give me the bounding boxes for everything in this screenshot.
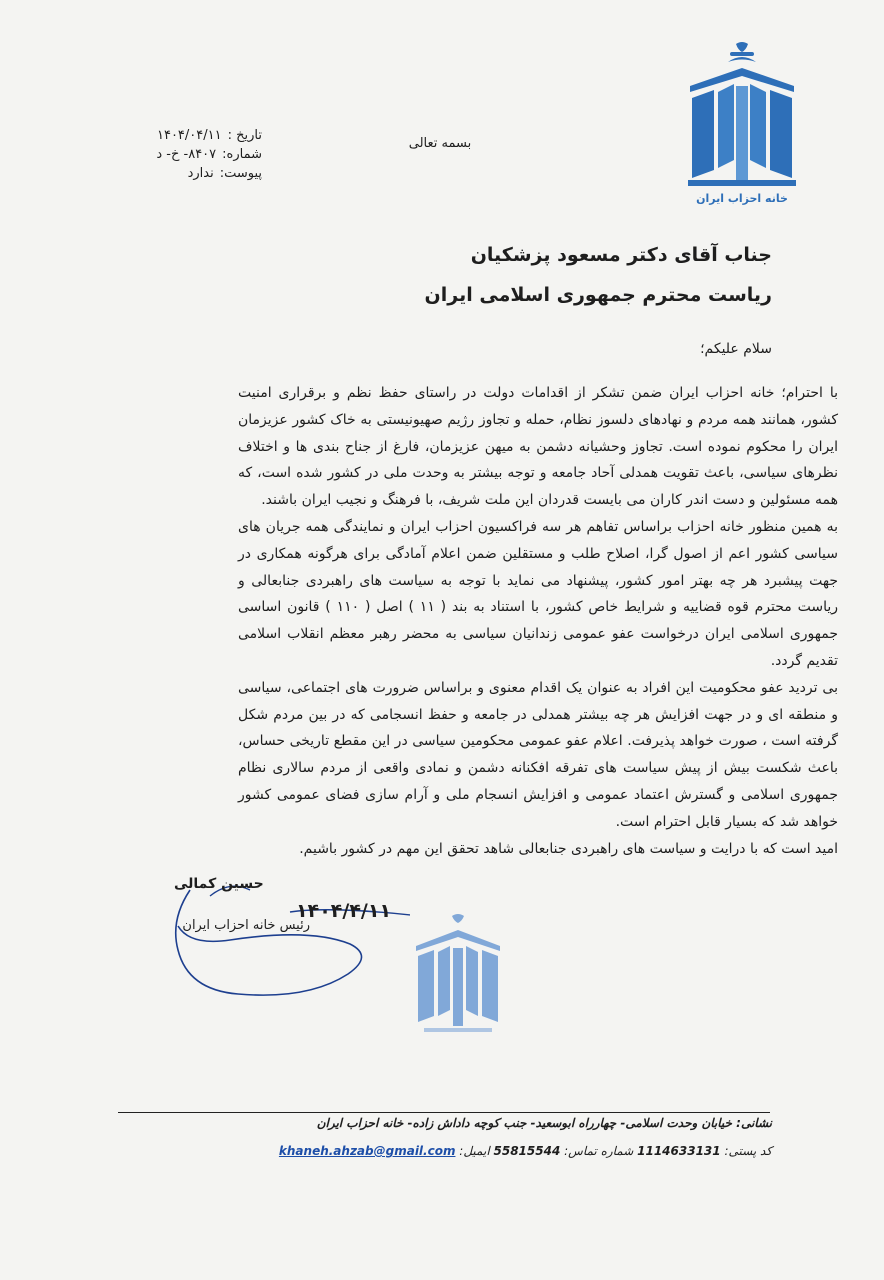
handwritten-signature-icon [150,870,410,1020]
recipient-block [272,235,772,315]
signature-date: ۱۴۰۴/۴/۱۱ [296,900,392,922]
recipient-name: جناب آقای دکتر مسعود پزشکیان [470,244,772,266]
meta-attachment-row [112,164,262,183]
number-label: شماره: [222,147,262,162]
organization-logo [684,40,800,210]
signatory-title: رئیس خانه احزاب ایران [182,918,310,933]
attachment-value: ندارد [187,166,214,181]
bismillah-heading: بسمه تعالی [408,136,472,151]
body-paragraph: با احترام؛ خانه احزاب ایران ضمن تشکر از اقدامات دولت در راستای حفظ نظم و برقراری امنیت کشور، همانند همه مردم و نهادهای دلسوز نظام، حمله و تجاوز رژیم صهیونیستی به خاک کشور عزیزمان ایران را محکوم نموده است. تجاوز وحشیانه دشمن به میهن عزیزمان، فارغ از جناح بندی ها و اختلاف نظرهای سیاسی، باعث تقویت همدلی آحاد جامعه و توجه بیشتر به وحدت ملی در کشور شده است، که همه مسئولین و دست اندر کاران می بایست قدردان این ملت شریف، با فرهنگ و نجیب ایران باشند. [238,385,838,509]
postal-code: 1114633131 [637,1144,721,1158]
body-paragraph: امید است که با درایت و سیاست های راهبردی جنابعالی شاهد تحقق این مهم در کشور باشیم. [299,840,838,857]
footer-address: نشانی: خیابان وحدت اسلامی- چهارراه ابوسعید- جنب کوچه داداش زاده- خانه احزاب ایران [316,1116,772,1130]
body-paragraph: به همین منظور خانه احزاب براساس تفاهم هر سه فراکسیون احزاب ایران و نمایندگی همه جریان های سیاسی کشور اعم از اصول گرا، اصلاح طلب و مستقلین ضمن اعلام آمادگی برای هرگونه همکاری در جهت پیشبرد هر چه بهتر امور کشور، پیشنهاد می نماید با توجه به سیاست های راهبردی جنابعالی و ریاست محترم قوه قضاییه و شرایط خاص کشور، با استناد به بند ( ۱۱ ) اصل ( ۱۱۰ ) قانون اساسی جمهوری اسلامی ایران درخواست عفو عمومی زندانیان سیاسی به محضر رهبر معظم انقلاب اسلامی تقدیم گردد. [238,518,839,669]
email-label: ایمیل: [459,1144,490,1158]
greeting: سلام علیکم؛ [700,341,772,357]
phone-label: شماره تماس: [564,1144,634,1158]
organization-stamp-icon [410,912,506,1036]
date-value: ۱۴۰۴/۰۴/۱۱ [156,128,222,143]
book-emblem-icon [684,40,800,190]
phone-number: 55815544 [493,1144,561,1158]
meta-number-row [112,145,262,164]
email-link[interactable]: khaneh.ahzab@gmail.com [278,1144,456,1158]
date-label: تاریخ : [227,128,262,143]
footer-divider [118,1112,770,1113]
body-paragraph: بی تردید عفو محکومیت این افراد به عنوان یک اقدام معنوی و براساس ضرورت های اجتماعی، سیاسی و منطقه ای و در جهت افزایش هر چه بیشتر همدلی در جامعه و حفظ انسجامی که در بین مردم شکل گرفته است ، صورت خواهد پذیرفت. اعلام عفو عمومی محکومین سیاسی در این مقطع تاریخی حساس، باعث شکست بیش از پیش سیاست های تفرقه افکنانه دشمن و نمادی واقعی از مردم سالاری نظام جمهوری اسلامی و گسترش اعتماد عمومی و افزایش انسجام ملی و آرام سازی فضای عمومی کشور خواهد شد که بسیار قابل احترام است. [238,679,838,830]
postal-label: کد پستی: [724,1144,772,1158]
footer-contact [132,1144,772,1158]
recipient-title: ریاست محترم جمهوری اسلامی ایران [424,284,772,306]
letter-meta [112,126,262,183]
logo-caption: خانه احزاب ایران [696,192,788,205]
signature-block [150,870,410,1020]
letter-body [238,380,838,862]
attachment-label: پیوست: [219,166,262,181]
signatory-name: حسین کمالی [174,876,264,892]
number-value: ۸۴۰۷- خ- د [156,147,217,162]
meta-date-row [112,126,262,145]
